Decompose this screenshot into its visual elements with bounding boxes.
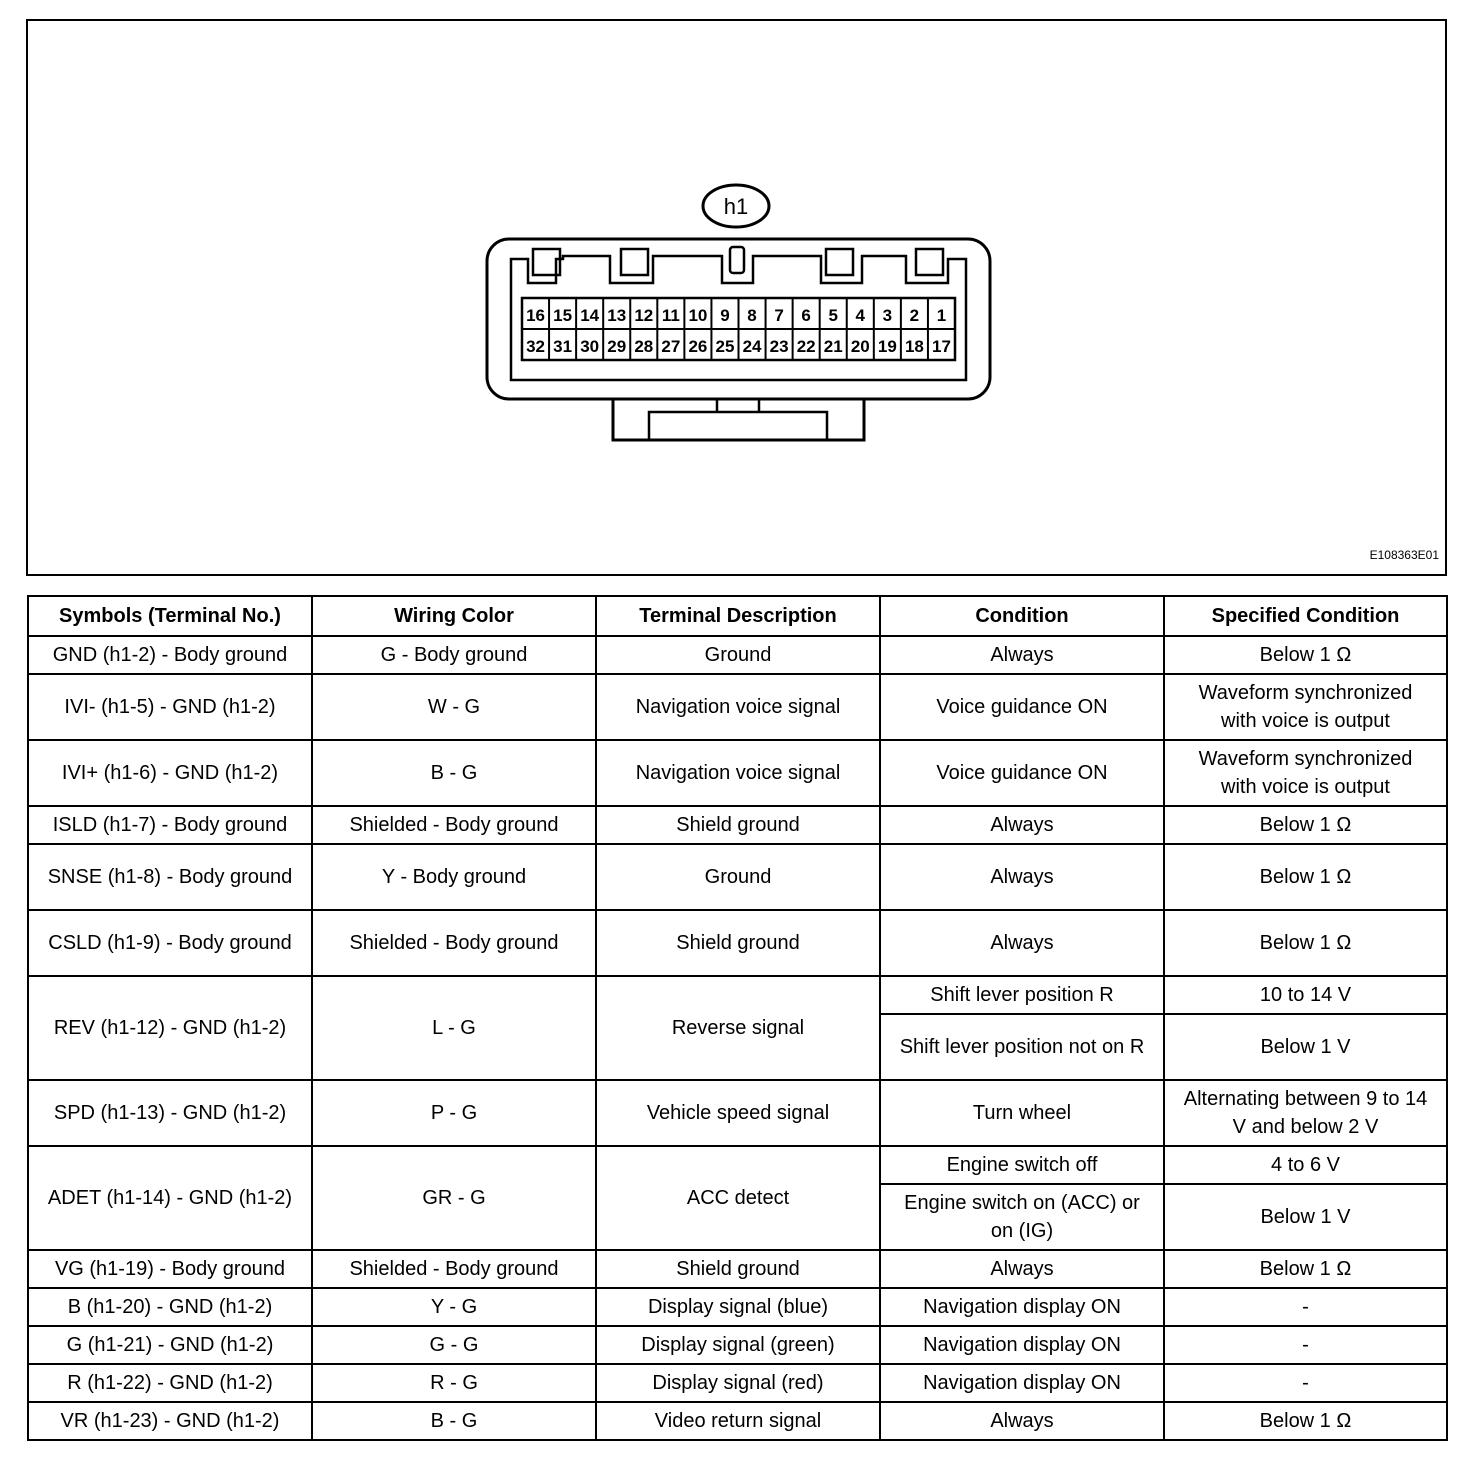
- cell-wiring-color: Shielded - Body ground: [312, 1250, 596, 1288]
- cell-wiring-color: G - G: [312, 1326, 596, 1364]
- cell-terminal-description: Ground: [596, 636, 880, 674]
- cell-wiring-color: Y - G: [312, 1288, 596, 1326]
- pin-number: 31: [553, 337, 573, 356]
- pin-number: 5: [828, 306, 838, 325]
- cell-condition: Shift lever position R: [880, 976, 1164, 1014]
- cell-terminal-description: Reverse signal: [596, 976, 880, 1080]
- pin-number: 8: [747, 306, 757, 325]
- table-row: [28, 910, 1447, 976]
- cell-symbol: ADET (h1-14) - GND (h1-2): [28, 1146, 312, 1250]
- cell-symbol: CSLD (h1-9) - Body ground: [28, 910, 312, 976]
- cell-condition: Navigation display ON: [880, 1326, 1164, 1364]
- cell-specified-condition: Below 1 Ω: [1164, 636, 1447, 674]
- pin-number: 30: [580, 337, 600, 356]
- cell-symbol: ISLD (h1-7) - Body ground: [28, 806, 312, 844]
- cell-wiring-color: G - Body ground: [312, 636, 596, 674]
- pin-number: 27: [661, 337, 681, 356]
- cell-wiring-color: P - G: [312, 1080, 596, 1146]
- table-row: [28, 1288, 1447, 1326]
- cell-wiring-color: Shielded - Body ground: [312, 910, 596, 976]
- cell-specified-condition: Below 1 Ω: [1164, 1250, 1447, 1288]
- table-row: [28, 976, 1447, 1014]
- pin-number: 21: [823, 337, 843, 356]
- pin-number: 3: [882, 306, 893, 325]
- connector-diagram: [28, 21, 1445, 574]
- cell-specified-condition: 10 to 14 V: [1164, 976, 1447, 1014]
- cell-condition: Engine switch on (ACC) or on (IG): [880, 1184, 1164, 1250]
- cell-symbol: GND (h1-2) - Body ground: [28, 636, 312, 674]
- figure-id: E108363E01: [1369, 548, 1439, 562]
- cell-condition: Shift lever position not on R: [880, 1014, 1164, 1080]
- pin-number: 32: [526, 337, 545, 356]
- cell-wiring-color: W - G: [312, 674, 596, 740]
- cell-symbol: G (h1-21) - GND (h1-2): [28, 1326, 312, 1364]
- pin-number: 24: [742, 337, 762, 356]
- pin-number: 25: [715, 337, 735, 356]
- header-condition: Condition: [880, 596, 1164, 636]
- cell-wiring-color: Shielded - Body ground: [312, 806, 596, 844]
- cell-symbol: R (h1-22) - GND (h1-2): [28, 1364, 312, 1402]
- pin-number: 12: [634, 306, 654, 325]
- cell-specified-condition: Waveform synchronized with voice is output: [1164, 740, 1447, 806]
- cell-symbol: VG (h1-19) - Body ground: [28, 1250, 312, 1288]
- cell-terminal-description: Display signal (blue): [596, 1288, 880, 1326]
- table-row: [28, 806, 1447, 844]
- cell-condition: Always: [880, 844, 1164, 910]
- terminal-spec-table: [27, 595, 1448, 1441]
- cell-specified-condition: -: [1164, 1288, 1447, 1326]
- table-row: [28, 1080, 1447, 1146]
- cell-terminal-description: Shield ground: [596, 910, 880, 976]
- table-row: [28, 674, 1447, 740]
- pin-number: 18: [904, 337, 924, 356]
- table-body: [28, 636, 1447, 1440]
- table-row: [28, 740, 1447, 806]
- cell-wiring-color: B - G: [312, 740, 596, 806]
- pin-number: 26: [688, 337, 708, 356]
- cell-terminal-description: Display signal (green): [596, 1326, 880, 1364]
- cell-wiring-color: Y - Body ground: [312, 844, 596, 910]
- cell-specified-condition: Waveform synchronized with voice is output: [1164, 674, 1447, 740]
- table-row: [28, 1326, 1447, 1364]
- cell-specified-condition: Below 1 Ω: [1164, 910, 1447, 976]
- pin-number: 7: [774, 306, 784, 325]
- connector-label: h1: [723, 194, 749, 219]
- connector-figure: [26, 19, 1447, 576]
- table-header-row: [28, 596, 1447, 636]
- pin-number: 6: [801, 306, 811, 325]
- pin-number: 28: [634, 337, 654, 356]
- pin-number: 20: [850, 337, 870, 356]
- cell-terminal-description: Navigation voice signal: [596, 674, 880, 740]
- pin-number: 16: [526, 306, 545, 325]
- pin-number: 22: [796, 337, 816, 356]
- cell-condition: Always: [880, 806, 1164, 844]
- cell-symbol: IVI- (h1-5) - GND (h1-2): [28, 674, 312, 740]
- cell-condition: Always: [880, 910, 1164, 976]
- cell-terminal-description: Vehicle speed signal: [596, 1080, 880, 1146]
- pin-number: 10: [688, 306, 708, 325]
- header-specified-condition: Specified Condition: [1164, 596, 1447, 636]
- pin-number: 14: [580, 306, 600, 325]
- pin-number: 29: [607, 337, 627, 356]
- cell-terminal-description: Ground: [596, 844, 880, 910]
- header-terminal-description: Terminal Description: [596, 596, 880, 636]
- cell-wiring-color: R - G: [312, 1364, 596, 1402]
- pin-number: 23: [769, 337, 789, 356]
- pin-number: 19: [877, 337, 897, 356]
- cell-specified-condition: Below 1 Ω: [1164, 806, 1447, 844]
- header-symbols: Symbols (Terminal No.): [28, 596, 312, 636]
- pin-number: 13: [607, 306, 627, 325]
- pin-number: 17: [932, 337, 951, 356]
- cell-symbol: SPD (h1-13) - GND (h1-2): [28, 1080, 312, 1146]
- cell-terminal-description: Shield ground: [596, 1250, 880, 1288]
- cell-terminal-description: Shield ground: [596, 806, 880, 844]
- cell-condition: Engine switch off: [880, 1146, 1164, 1184]
- cell-wiring-color: L - G: [312, 976, 596, 1080]
- cell-wiring-color: GR - G: [312, 1146, 596, 1250]
- cell-terminal-description: Display signal (red): [596, 1364, 880, 1402]
- cell-condition: Navigation display ON: [880, 1288, 1164, 1326]
- cell-symbol: REV (h1-12) - GND (h1-2): [28, 976, 312, 1080]
- table-row: [28, 1250, 1447, 1288]
- cell-condition: Voice guidance ON: [880, 674, 1164, 740]
- cell-terminal-description: Video return signal: [596, 1402, 880, 1440]
- cell-condition: Always: [880, 1402, 1164, 1440]
- cell-specified-condition: Below 1 Ω: [1164, 1402, 1447, 1440]
- pin-number: 15: [553, 306, 573, 325]
- pin-number: 2: [909, 306, 920, 325]
- cell-condition: Navigation display ON: [880, 1364, 1164, 1402]
- cell-specified-condition: Below 1 V: [1164, 1014, 1447, 1080]
- cell-condition: Turn wheel: [880, 1080, 1164, 1146]
- pin-number: 4: [855, 306, 866, 325]
- table-row: [28, 636, 1447, 674]
- cell-symbol: B (h1-20) - GND (h1-2): [28, 1288, 312, 1326]
- table-row: [28, 1146, 1447, 1184]
- cell-specified-condition: -: [1164, 1326, 1447, 1364]
- cell-terminal-description: ACC detect: [596, 1146, 880, 1250]
- cell-condition: Always: [880, 1250, 1164, 1288]
- cell-symbol: VR (h1-23) - GND (h1-2): [28, 1402, 312, 1440]
- cell-condition: Voice guidance ON: [880, 740, 1164, 806]
- cell-specified-condition: Below 1 Ω: [1164, 844, 1447, 910]
- cell-specified-condition: 4 to 6 V: [1164, 1146, 1447, 1184]
- table-row: [28, 1364, 1447, 1402]
- table-row: [28, 844, 1447, 910]
- cell-condition: Always: [880, 636, 1164, 674]
- cell-symbol: IVI+ (h1-6) - GND (h1-2): [28, 740, 312, 806]
- cell-specified-condition: -: [1164, 1364, 1447, 1402]
- pin-number: 11: [661, 306, 680, 325]
- cell-symbol: SNSE (h1-8) - Body ground: [28, 844, 312, 910]
- pin-number: 9: [720, 306, 730, 325]
- cell-wiring-color: B - G: [312, 1402, 596, 1440]
- cell-specified-condition: Below 1 V: [1164, 1184, 1447, 1250]
- table-row: [28, 1402, 1447, 1440]
- cell-terminal-description: Navigation voice signal: [596, 740, 880, 806]
- cell-specified-condition: Alternating between 9 to 14 V and below 2 V: [1164, 1080, 1447, 1146]
- header-wiring-color: Wiring Color: [312, 596, 596, 636]
- pin-number: 1: [936, 306, 947, 325]
